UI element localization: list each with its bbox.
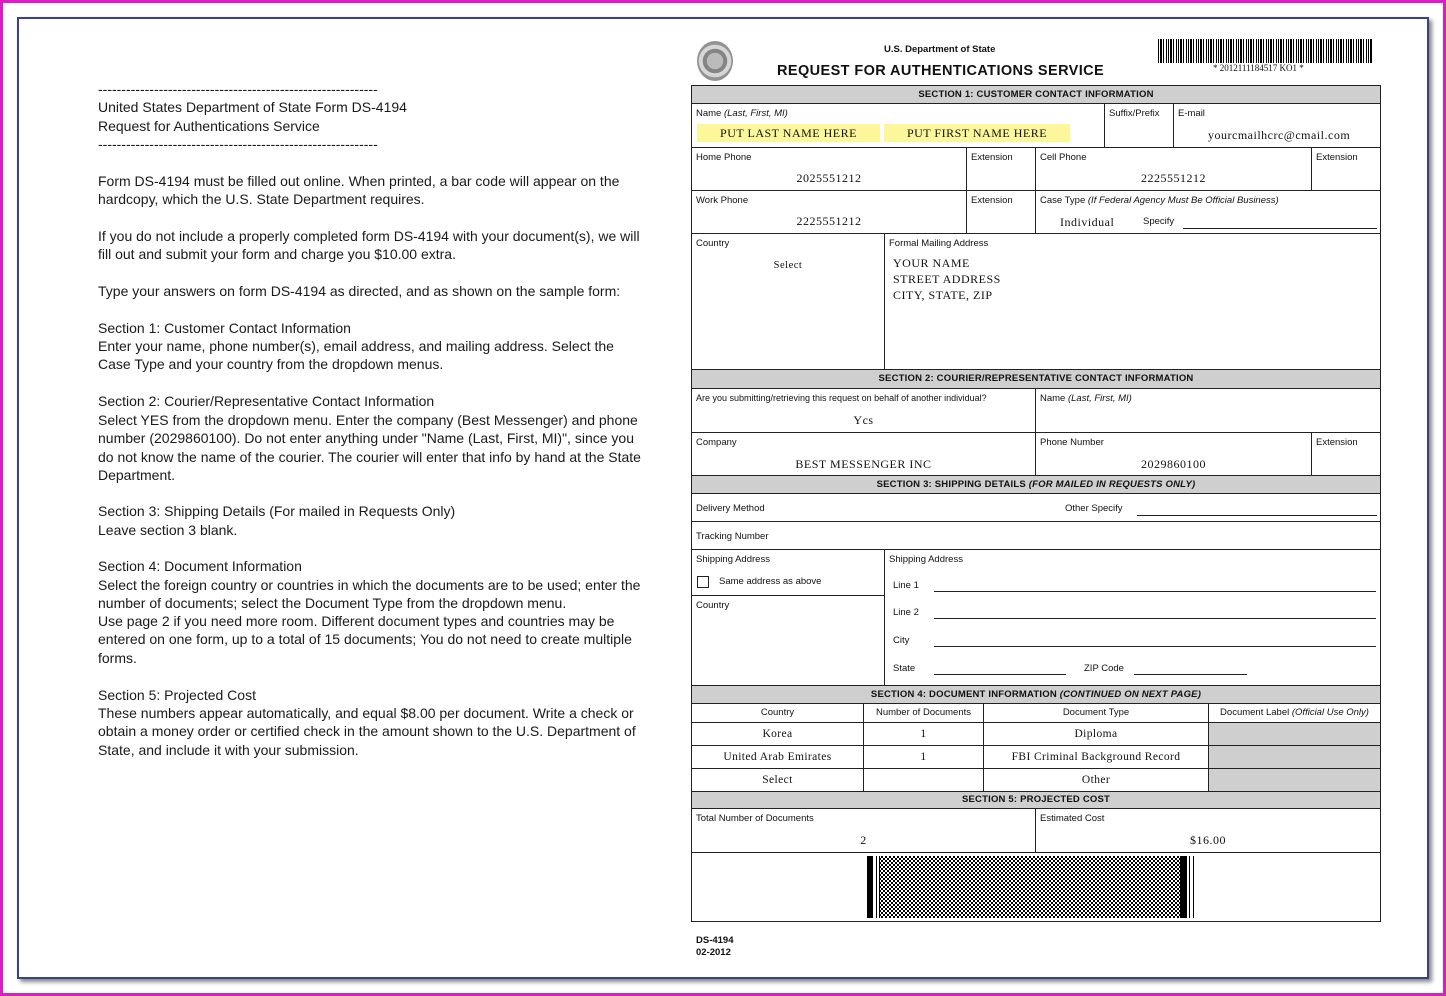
paragraph: Select the foreign country or countries in which the documents are to be used; enter the number of documents; select the Document Type from the dropdown menu.: [98, 577, 641, 612]
section-5-header: SECTION 5: PROJECTED COST: [691, 791, 1381, 809]
doc-title: United States Department of State Form DS-4194: [98, 99, 407, 115]
label: Extension: [1316, 437, 1358, 448]
section-3-header: SECTION 3: SHIPPING DETAILS (FOR MAILED IN REQUESTS ONLY): [691, 475, 1381, 494]
suffix-label: Suffix/Prefix: [1109, 108, 1160, 119]
home-phone-value: 2025551212: [796, 171, 862, 185]
label: Country: [696, 600, 730, 611]
section-1-header: SECTION 1: CUSTOMER CONTACT INFORMATION: [691, 85, 1381, 104]
company-field[interactable]: [691, 432, 1036, 476]
section-heading: Section 3: Shipping Details (For mailed in Requests Only): [98, 503, 456, 519]
cell-phone-value: 2225551212: [1141, 171, 1206, 185]
specify-input[interactable]: [1183, 228, 1377, 229]
estimated-cost-field: [1035, 808, 1381, 853]
label: Estimated Cost: [1040, 813, 1105, 824]
delivery-method-field[interactable]: [691, 493, 1381, 522]
column-header: Number of Documents: [863, 703, 984, 723]
line2-input[interactable]: [934, 618, 1376, 619]
work-phone-field[interactable]: [691, 190, 967, 234]
case-type-select[interactable]: Individual: [1060, 215, 1115, 229]
case-type-field[interactable]: [1035, 190, 1381, 234]
mailing-line: CITY, STATE, ZIP: [893, 288, 993, 302]
state-input[interactable]: [934, 674, 1066, 675]
label: Same address as above: [719, 576, 822, 587]
line1-input[interactable]: [934, 591, 1376, 592]
label: Extension: [1316, 152, 1358, 163]
label: Are you submitting/retrieving this request on behalf of another individual?: [696, 393, 987, 403]
state-seal-icon: [697, 41, 733, 81]
total-value: 2: [860, 833, 867, 847]
country-cell[interactable]: United Arab Emirates: [691, 745, 864, 769]
paragraph: If you do not include a properly completed form DS-4194 with your document(s), we will fill out and submit your form and charge you $10.00 extra.: [98, 228, 640, 263]
paragraph: Enter your name, phone number(s), email address, and mailing address. Select the Case Type and your country from the dropdown menus.: [98, 338, 614, 373]
home-extension-field[interactable]: [966, 147, 1036, 191]
document-label-cell: [1208, 768, 1381, 792]
label: City: [893, 635, 910, 646]
label: Tracking Number: [696, 531, 769, 542]
section-heading: Section 5: Projected Cost: [98, 687, 256, 703]
form-date: 02-2012: [696, 947, 731, 958]
label: Line 2: [893, 607, 919, 618]
specify-label: Specify: [1143, 216, 1175, 227]
cell-phone-field[interactable]: [1035, 147, 1312, 191]
first-name-input[interactable]: PUT FIRST NAME HERE: [884, 124, 1070, 142]
cell-extension-field[interactable]: [1311, 147, 1381, 191]
label: Phone Number: [1040, 437, 1104, 448]
section-heading: Section 2: Courier/Representative Contact Information: [98, 393, 435, 409]
paragraph: Form DS-4194 must be filled out online. When printed, a bar code will appear on the hardcopy, which the U.S. State Department requires.: [98, 173, 620, 208]
same-address-checkbox[interactable]: [697, 576, 709, 588]
shipping-address-field: [884, 549, 1381, 686]
count-cell[interactable]: 1: [863, 722, 984, 746]
total-documents-field: [691, 808, 1036, 853]
section-2-header: SECTION 2: COURIER/REPRESENTATIVE CONTACT INFORMATION: [691, 369, 1381, 389]
count-cell[interactable]: 1: [863, 745, 984, 769]
document-type-cell[interactable]: Diploma: [983, 722, 1209, 746]
label: Cell Phone: [1040, 152, 1087, 163]
document-type-cell[interactable]: Other: [983, 768, 1209, 792]
email-field[interactable]: [1173, 103, 1381, 148]
section-heading: Section 1: Customer Contact Information: [98, 320, 351, 336]
country-cell[interactable]: Select: [691, 768, 864, 792]
courier-name-field[interactable]: [1035, 388, 1381, 433]
home-phone-field[interactable]: [691, 147, 967, 191]
label: Line 1: [893, 580, 919, 591]
pdf417-barcode: [867, 856, 1207, 918]
barcode-text: * 2012111184517 KO1 *: [1213, 63, 1304, 73]
last-name-input[interactable]: PUT LAST NAME HERE: [697, 124, 880, 142]
label: Name (Last, First, MI): [1040, 393, 1132, 404]
country-cell[interactable]: Korea: [691, 722, 864, 746]
name-field[interactable]: [691, 103, 1105, 148]
shipping-country-field[interactable]: [691, 595, 885, 686]
cost-value: $16.00: [1190, 833, 1226, 847]
label: Shipping Address: [696, 554, 770, 565]
label: Total Number of Documents: [696, 813, 814, 824]
mailing-address-field[interactable]: [884, 233, 1381, 370]
same-address-field: [691, 549, 885, 596]
label: Extension: [971, 152, 1013, 163]
count-cell[interactable]: [863, 768, 984, 792]
city-input[interactable]: [934, 646, 1376, 647]
behalf-select[interactable]: Ycs: [853, 413, 874, 427]
document-label-cell: [1208, 745, 1381, 769]
country-select[interactable]: Select: [773, 260, 803, 271]
email-label: E-mail: [1178, 108, 1205, 119]
paragraph: Select YES from the dropdown menu. Enter the company (Best Messenger) and phone number (2029860100). Do not enter anything under "Name (Last, First, MI)", since you do not know the name of the courier. The courier will enter that info by hand at the State Department.: [98, 412, 641, 484]
label: Formal Mailing Address: [889, 238, 989, 249]
behalf-field[interactable]: [691, 388, 1036, 433]
barcode: [1158, 39, 1372, 63]
label: Delivery Method: [696, 503, 765, 514]
tracking-number-field[interactable]: [691, 521, 1381, 550]
other-specify-input[interactable]: [1137, 515, 1377, 516]
form-title: REQUEST FOR AUTHENTICATIONS SERVICE: [777, 63, 1105, 79]
divider: ------------------------------------------------------------: [98, 81, 378, 97]
case-type-label: Case Type (If Federal Agency Must Be Official Business): [1040, 195, 1279, 206]
zip-input[interactable]: [1134, 674, 1247, 675]
suffix-field[interactable]: [1104, 103, 1174, 148]
company-value: BEST MESSENGER INC: [795, 457, 932, 471]
label: Shipping Address: [889, 554, 963, 565]
barcode-area: [691, 852, 1381, 922]
column-header: Document Label (Official Use Only): [1208, 703, 1381, 723]
paragraph: These numbers appear automatically, and equal $8.00 per document. Write a check or obtain a money order or certified check in the amount shown to the U.S. Department of State, and include it with your submission.: [98, 705, 636, 758]
label: Country: [696, 238, 730, 249]
label: Home Phone: [696, 152, 752, 163]
label: State: [893, 663, 916, 674]
country-field[interactable]: [691, 233, 885, 370]
mailing-line: YOUR NAME: [893, 256, 970, 270]
document-type-cell[interactable]: FBI Criminal Background Record: [983, 745, 1209, 769]
courier-extension-field[interactable]: [1311, 432, 1381, 476]
label: Company: [696, 437, 737, 448]
doc-subtitle: Request for Authentications Service: [98, 118, 320, 134]
phone-field[interactable]: [1035, 432, 1312, 476]
name-label: Name (Last, First, MI): [696, 108, 788, 119]
agency-name: U.S. Department of State: [884, 44, 996, 55]
column-header: Document Type: [983, 703, 1209, 723]
form-number: DS-4194: [696, 935, 734, 946]
section-heading: Section 4: Document Information: [98, 558, 302, 574]
document-label-cell: [1208, 722, 1381, 746]
phone-value: 2029860100: [1141, 457, 1206, 471]
divider: ------------------------------------------------------------: [98, 136, 378, 152]
column-header: Country: [691, 703, 864, 723]
paragraph: Leave section 3 blank.: [98, 522, 238, 538]
work-extension-field[interactable]: [966, 190, 1036, 234]
paragraph: Type your answers on form DS-4194 as directed, and as shown on the sample form:: [98, 283, 621, 299]
mailing-line: STREET ADDRESS: [893, 272, 1001, 286]
email-value: yourcmailhcrc@cmail.com: [1208, 128, 1351, 142]
label: Work Phone: [696, 195, 749, 206]
label: Other Specify: [1065, 503, 1123, 514]
work-phone-value: 2225551212: [796, 214, 862, 228]
label: ZIP Code: [1084, 663, 1124, 674]
label: Extension: [971, 195, 1013, 206]
section-4-header: SECTION 4: DOCUMENT INFORMATION (CONTINUED ON NEXT PAGE): [691, 685, 1381, 704]
paragraph: Use page 2 if you need more room. Different document types and countries may be entered on one form, up to a total of 15 documents; You do not need to create multiple forms.: [98, 613, 632, 666]
